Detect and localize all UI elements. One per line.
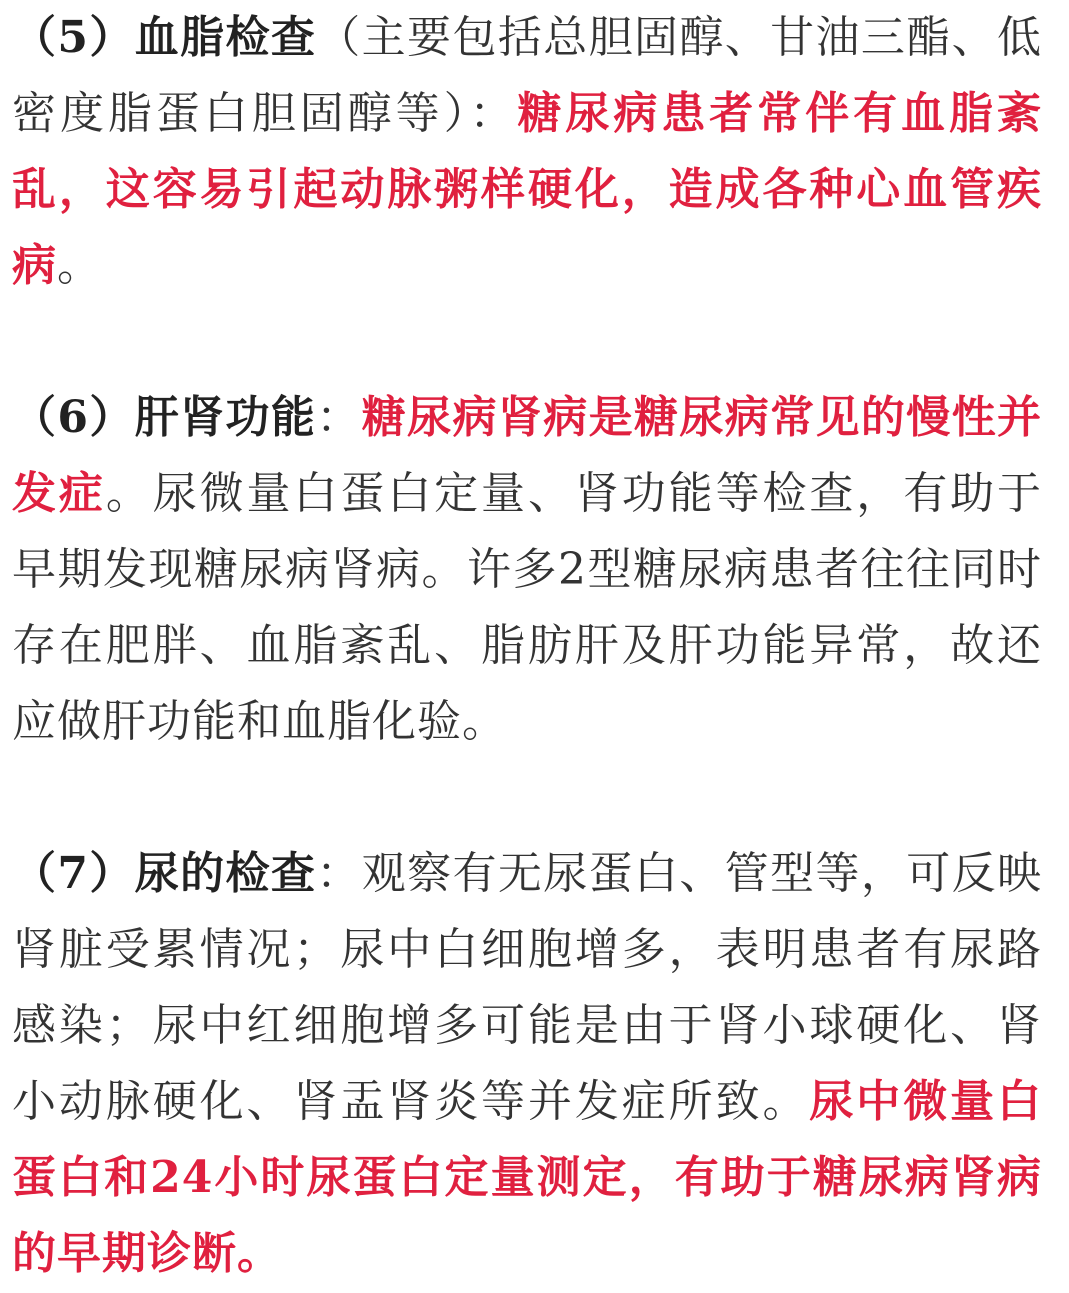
section-6-heading: 肝肾功能: [134, 392, 317, 443]
section-5-tail: 。: [57, 240, 102, 291]
section-6-highlight: 糖尿病肾病是糖尿病常见的慢性并发症: [12, 392, 1043, 519]
section-5-number: （5）: [12, 12, 135, 63]
section-7-separator: ：: [316, 848, 362, 899]
section-5-highlight: 糖尿病患者常伴有血脂紊乱，这容易引起动脉粥样硬化，造成各种心血管疾病: [12, 88, 1043, 291]
section-5-lipid-test: [12, 0, 1042, 304]
section-6-liver-kidney: [12, 380, 1042, 760]
section-6-separator: ：: [316, 392, 362, 443]
section-6-body: 。尿微量白蛋白定量、肾功能等检查，有助于早期发现糖尿病肾病。许多2型糖尿病患者往往同时存在肥胖、血脂紊乱、脂肪肝及肝功能异常，故还应做肝功能和血脂化验。: [12, 468, 1043, 747]
article-content: [12, 0, 1042, 1292]
section-7-heading: 尿的检查: [134, 848, 317, 899]
section-5-body: （主要包括总胆固醇、甘油三酯、低密度脂蛋白胆固醇等）：: [12, 12, 1043, 139]
section-7-urine-test: [12, 836, 1042, 1292]
section-5-heading: 血脂检查: [134, 12, 317, 63]
section-6-number: （6）: [12, 392, 135, 443]
section-7-highlight: 尿中微量白蛋白和24小时尿蛋白定量测定，有助于糖尿病肾病的早期诊断。: [12, 1076, 1043, 1279]
section-7-number: （7）: [12, 848, 135, 899]
section-7-body: 观察有无尿蛋白、管型等，可反映肾脏受累情况；尿中白细胞增多，表明患者有尿路感染；尿中红细胞增多可能是由于肾小球硬化、肾小动脉硬化、肾盂肾炎等并发症所致。: [12, 848, 1043, 1127]
